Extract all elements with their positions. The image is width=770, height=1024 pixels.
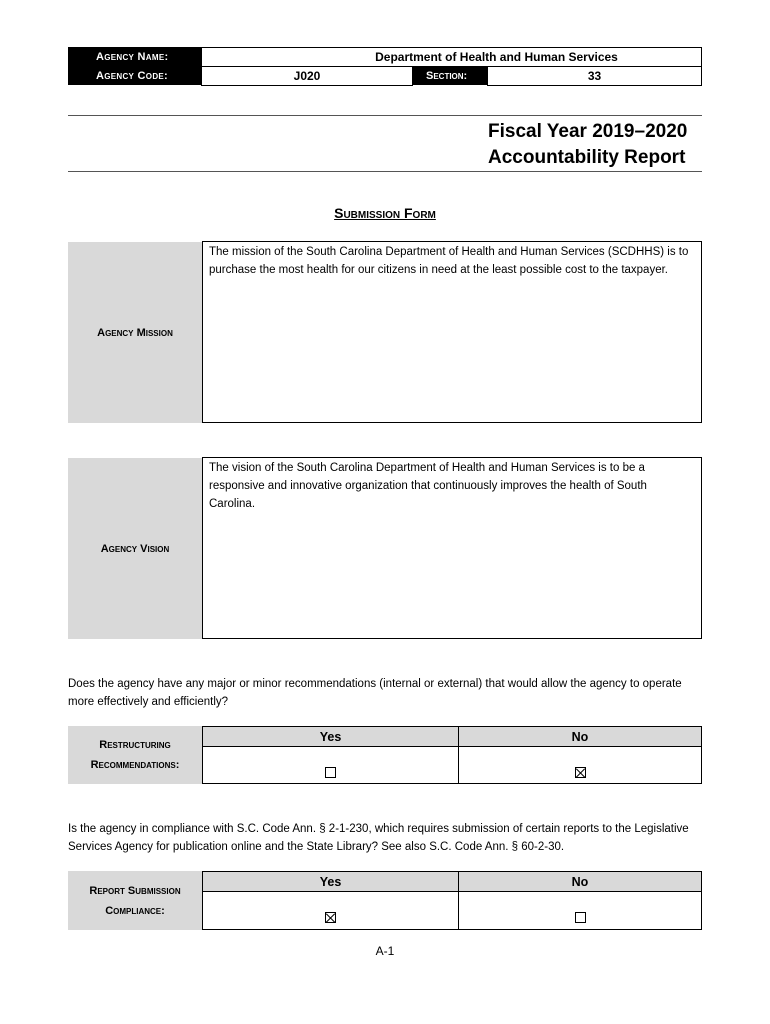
form-title: Submission Form bbox=[334, 205, 436, 221]
restructuring-no-cell bbox=[458, 746, 702, 784]
section-value: 33 bbox=[487, 66, 702, 86]
restructuring-label-line2: Recommendations: bbox=[90, 759, 180, 771]
compliance-label-line2: Compliance: bbox=[105, 904, 165, 917]
agency-mission-text: The mission of the South Carolina Department of Health and Human Services (SCDHHS) is to purchase the most health for our citizens in need at the least possible cost to the taxpayer. bbox=[202, 241, 702, 423]
restructuring-label bbox=[68, 726, 202, 784]
restructuring-no-header: No bbox=[458, 726, 702, 747]
compliance-yes-checkbox[interactable] bbox=[325, 912, 336, 923]
restructuring-yes-cell bbox=[202, 746, 459, 784]
agency-name-value: Department of Health and Human Services bbox=[201, 47, 702, 67]
compliance-label bbox=[68, 871, 202, 930]
compliance-label-line1: Report Submission bbox=[89, 884, 181, 897]
restructuring-question: Does the agency have any major or minor recommendations (internal or external) that would allow the agency to operate more effectively and efficiently? bbox=[68, 678, 682, 708]
section-label: Section: bbox=[412, 66, 488, 85]
agency-vision-label: Agency Vision bbox=[68, 458, 202, 639]
compliance-no-header: No bbox=[458, 871, 702, 892]
agency-name-label: Agency Name: bbox=[68, 47, 202, 66]
restructuring-yes-checkbox[interactable] bbox=[325, 767, 336, 778]
report-title-line2: Accountability Report bbox=[488, 147, 686, 168]
title-bottom-rule bbox=[68, 171, 702, 172]
agency-code-value: J020 bbox=[201, 66, 413, 86]
agency-vision-text: The vision of the South Carolina Department of Health and Human Services is to be a responsive and innovative organization that continuously improves the health of South Carolina. bbox=[202, 457, 702, 639]
agency-code-label: Agency Code: bbox=[68, 66, 202, 85]
compliance-no-cell bbox=[458, 891, 702, 930]
restructuring-no-checkbox[interactable] bbox=[575, 767, 586, 778]
compliance-yes-cell bbox=[202, 891, 459, 930]
restructuring-label-line1: Restructuring bbox=[99, 739, 171, 751]
restructuring-yes-header: Yes bbox=[202, 726, 459, 747]
agency-mission-label: Agency Mission bbox=[68, 242, 202, 423]
compliance-no-checkbox[interactable] bbox=[575, 912, 586, 923]
compliance-question: Is the agency in compliance with S.C. Code Ann. § 2-1-230, which requires submission of certain reports to the Legislative Services Agency for publication online and the State Library? See also S.C. Code Ann. § 60-2-30. bbox=[68, 823, 689, 853]
page-number: A-1 bbox=[375, 944, 395, 958]
report-title-line1: Fiscal Year 2019–2020 bbox=[488, 121, 688, 142]
compliance-yes-header: Yes bbox=[202, 871, 459, 892]
title-top-rule bbox=[68, 115, 702, 116]
